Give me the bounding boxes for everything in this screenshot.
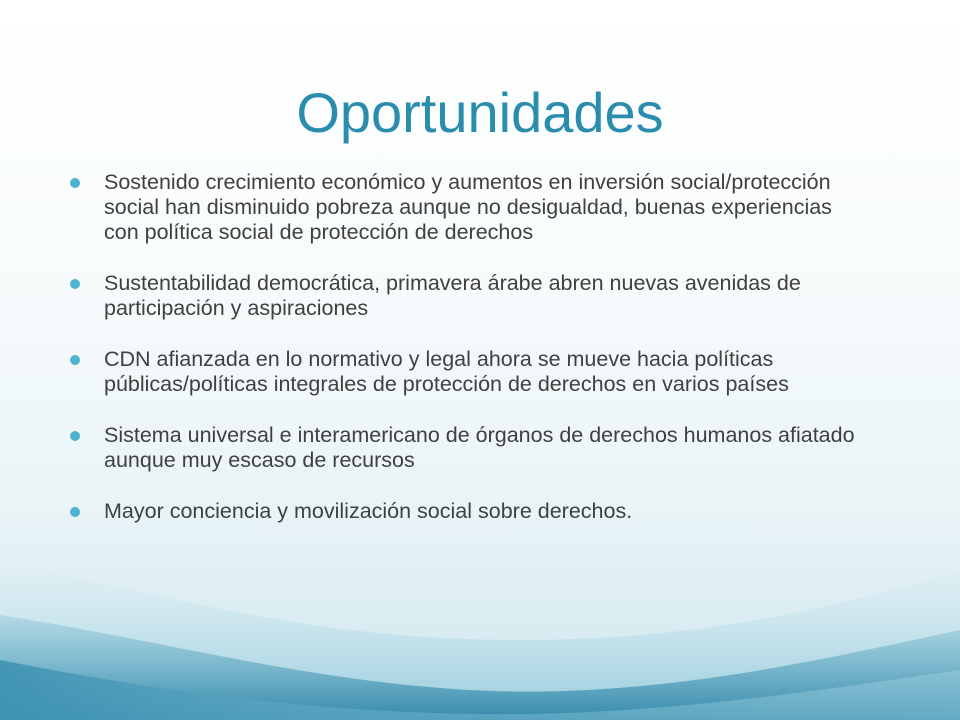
bullet-dot-icon [70, 431, 80, 441]
bullet-item [68, 271, 868, 321]
bullet-text: Sustentabilidad democrática, primavera árabe abren nuevas avenidas de participación y aspiraciones [104, 271, 801, 320]
bullet-dot-icon [70, 355, 80, 365]
bullet-item [68, 170, 868, 245]
bullet-list [68, 170, 868, 550]
bullet-dot-icon [70, 279, 80, 289]
bullet-text: Sostenido crecimiento económico y aumentos en inversión social/protección social han disminuido pobreza aunque no desigualdad, buenas experiencias con política social de protección de derechos [104, 170, 832, 244]
bullet-dot-icon [70, 507, 80, 517]
slide-title: Oportunidades [296, 81, 664, 144]
bullet-text: Sistema universal e interamericano de órganos de derechos humanos afiatado aunque muy escaso de recursos [104, 423, 855, 472]
bullet-item [68, 499, 868, 524]
bullet-item [68, 347, 868, 397]
bullet-item [68, 423, 868, 473]
bullet-dot-icon [70, 178, 80, 188]
bullet-text: Mayor conciencia y movilización social sobre derechos. [104, 499, 633, 523]
bullet-text: CDN afianzada en lo normativo y legal ahora se mueve hacia políticas públicas/políticas integrales de protección de derechos en varios países [104, 347, 789, 396]
